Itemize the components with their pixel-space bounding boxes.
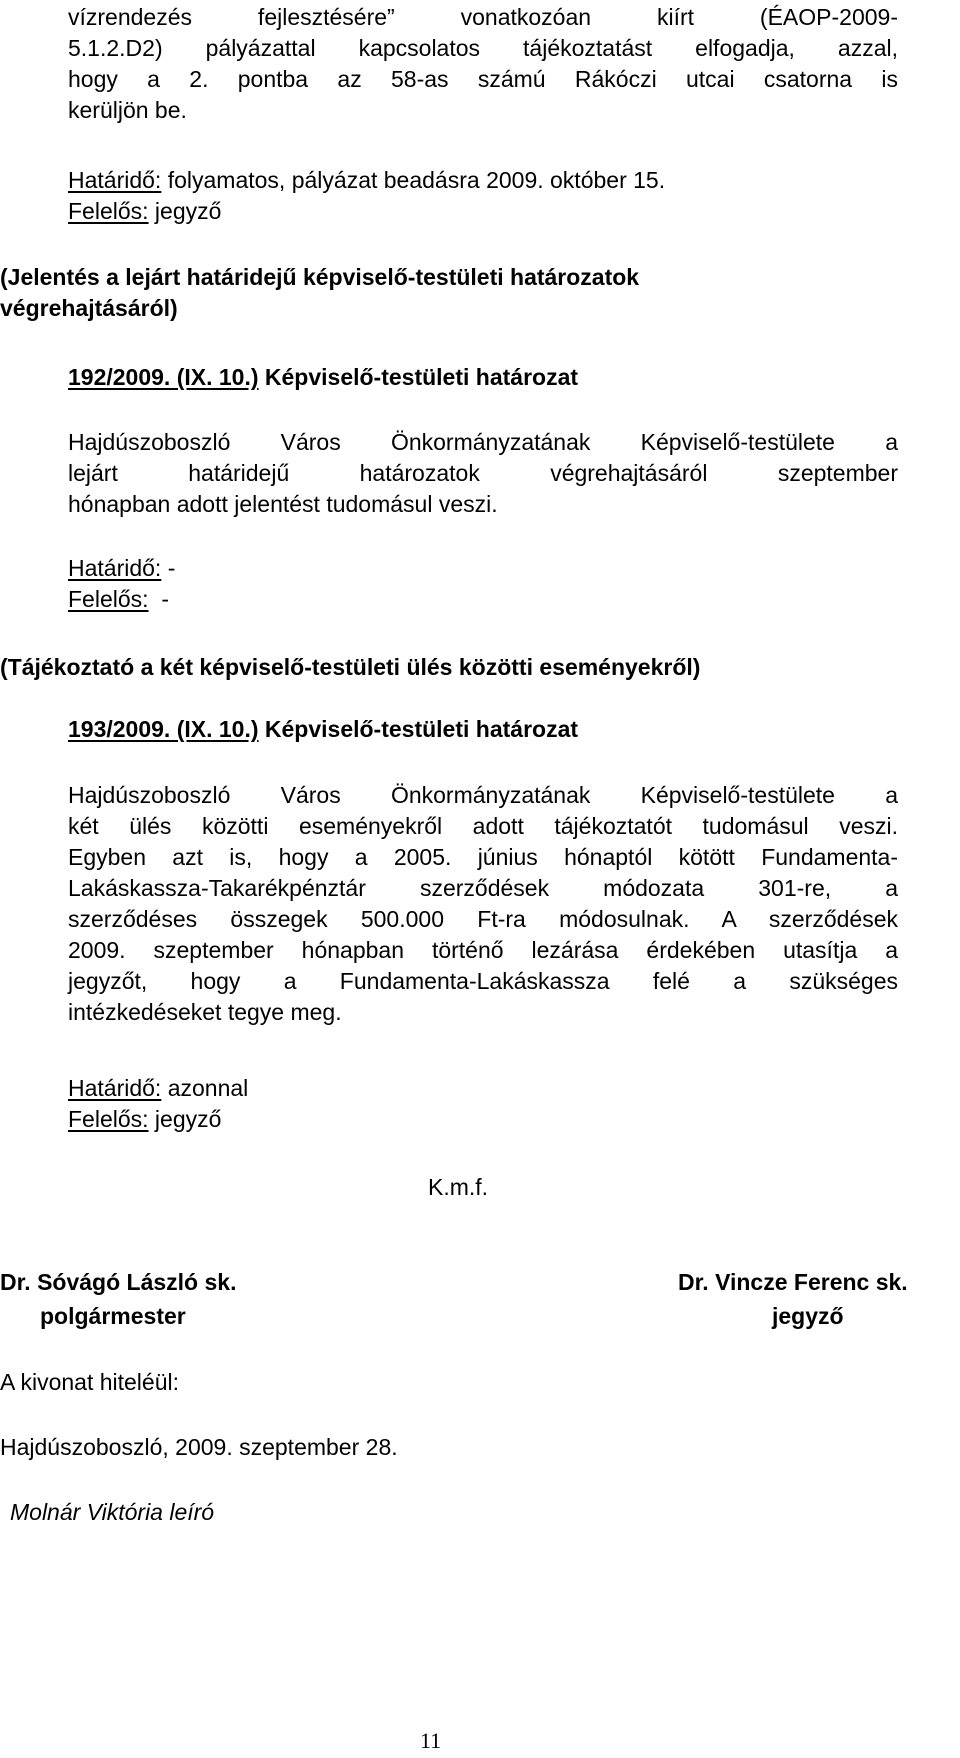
resolution-number: 192/2009. (IX. 10.) [68,364,259,390]
body-line: 2009. szeptember hónapban történő lezárása érdekében utasítja a [68,937,898,963]
page-number: 11 [420,1728,442,1753]
responsible-value: - [148,586,169,612]
certification-text: A kivonat hiteléül: [0,1369,180,1395]
body-line: Hajdúszoboszló Város Önkormányzatának Képviselő-testülete a [68,782,898,808]
section-heading: (Jelentés a lejárt határidejű képviselő-testületi határozatok végrehajtásáról) [0,264,640,321]
responsible-label: Felelős: [68,586,149,612]
intro-line: vízrendezés fejlesztésére” vonatkozóan kiírt (ÉAOP-2009- [68,4,898,30]
intro-line: hogy a 2. pontba az 58-as számú Rákóczi utcai csatorna is [68,66,898,92]
intro-line: kerüljön be. [68,97,187,123]
place-date: Hajdúszoboszló, 2009. szeptember 28. [0,1434,398,1460]
section1-deadline [68,553,898,584]
recorder-text: Molnár Viktória leíró [10,1499,215,1525]
signature-right-title: jegyző [772,1303,844,1329]
responsible-value: jegyző [148,1106,222,1132]
resolution-title: Képviselő-testületi határozat [258,364,579,390]
intro-line: 5.1.2.D2) pályázattal kapcsolatos tájékoztatást elfogadja, azzal, [68,35,898,61]
resolution-body [68,427,898,520]
resolution-title: Képviselő-testületi határozat [258,716,579,742]
responsible-label: Felelős: [68,1106,149,1132]
kmf-text: K.m.f. [428,1174,489,1200]
signature-left-title: polgármester [40,1303,186,1329]
body-line: szerződéses összegek 500.000 Ft-ra módosulnak. A szerződések [68,906,898,932]
body-line: két ülés közötti eseményekről adott tájékoztatót tudomásul veszi. [68,813,898,839]
body-line: intézkedéseket tegye meg. [68,999,342,1025]
resolution-number: 193/2009. (IX. 10.) [68,716,259,742]
section2-deadline [68,1073,898,1104]
body-line: Lakáskassza-Takarékpénztár szerződések módozata 301-re, a [68,875,898,901]
intro-deadline [68,165,898,196]
section1-responsible [68,584,898,615]
deadline-value: azonnal [161,1075,249,1101]
body-line: Hajdúszoboszló Város Önkormányzatának Képviselő-testülete a [68,429,898,455]
deadline-label: Határidő: [68,555,162,581]
body-line: Egyben azt is, hogy a 2005. június hónaptól kötött Fundamenta- [68,844,898,870]
deadline-value: folyamatos, pályázat beadásra 2009. október 15. [161,167,666,193]
deadline-label: Határidő: [68,167,162,193]
section2-responsible [68,1104,898,1135]
resolution-body [68,780,898,1028]
signature-right-name: Dr. Vincze Ferenc sk. [678,1269,908,1295]
intro-paragraph [68,2,898,126]
body-line: hónapban adott jelentést tudomásul veszi. [68,491,498,517]
intro-responsible [68,196,898,227]
responsible-label: Felelős: [68,198,149,224]
responsible-value: jegyző [148,198,222,224]
signature-left-name: Dr. Sóvágó László sk. [0,1269,237,1295]
deadline-value: - [161,555,176,581]
resolution-heading [68,714,578,745]
resolution-heading [68,362,578,393]
deadline-label: Határidő: [68,1075,162,1101]
body-line: jegyzőt, hogy a Fundamenta-Lakáskassza felé a szükséges [68,968,898,994]
body-line: lejárt határidejű határozatok végrehajtásáról szeptember [68,460,898,486]
section-heading: (Tájékoztató a két képviselő-testületi ülés közötti eseményekről) [0,654,701,680]
